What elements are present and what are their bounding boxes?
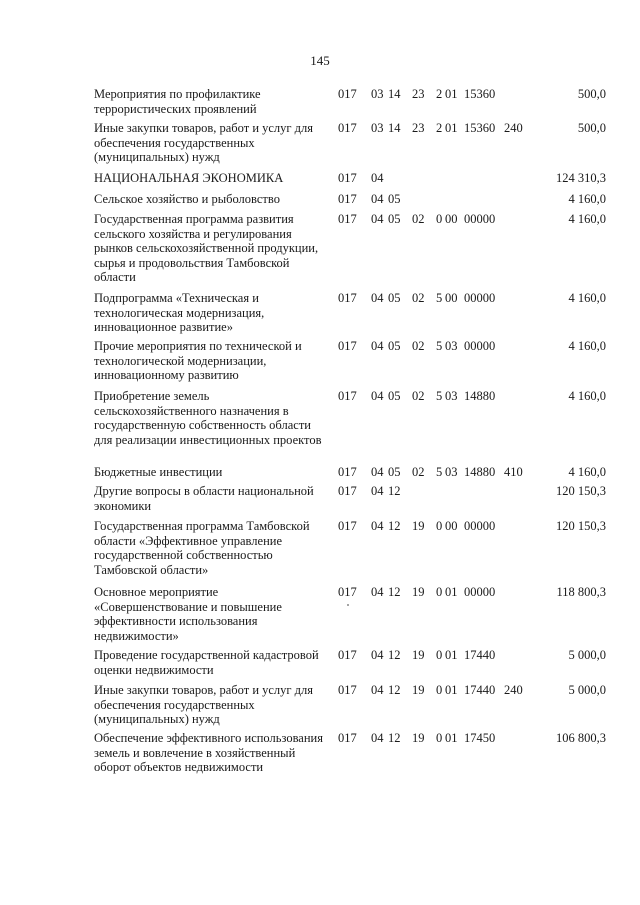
department-code: 017 [338,648,357,662]
target-item-program: 23 [412,87,425,101]
amount: 118 800,3 [556,585,606,599]
target-item-direction: 00000 [464,519,496,533]
amount: 500,0 [577,121,606,135]
target-item-direction: 17450 [464,731,496,745]
department-code: 017 [338,389,357,403]
page-number: 145 [310,53,330,68]
target-item-program: 19 [412,648,425,662]
target-item-event: 00 [445,519,458,533]
department-code: 017 [338,291,357,305]
amount: 4 160,0 [568,339,606,353]
target-item-subprogram: 0 [436,648,443,662]
target-item-subprogram: 0 [436,731,443,745]
target-item-direction: 17440 [464,683,496,697]
amount: 124 310,3 [556,171,606,185]
row-name: Прочие мероприятия по технической и технологической модернизации, инновационному развитию [94,339,302,383]
target-item-event: 03 [445,389,458,403]
department-code: 017 [338,519,357,533]
subsection-code: 12 [388,731,401,745]
row-name: Обеспечение эффективного использования земель и вовлечение в хозяйственный оборот объектов недвижимости [94,731,323,775]
row-name: НАЦИОНАЛЬНАЯ ЭКОНОМИКА [94,171,284,185]
row-name: Иные закупки товаров, работ и услуг для обеспечения государственных (муниципальных) нужд [94,683,314,727]
target-item-subprogram: 2 [436,87,443,101]
expense-type-code: 410 [504,465,523,479]
subsection-code: 12 [388,585,401,599]
subsection-code: 12 [388,683,401,697]
target-item-direction: 00000 [464,212,496,226]
target-item-direction: 00000 [464,291,496,305]
department-code: 017 [338,731,357,745]
target-item-event: 01 [445,585,458,599]
target-item-event: 01 [445,121,458,135]
target-item-subprogram: 5 [436,339,443,353]
subsection-code: 12 [388,484,401,498]
target-item-program: 19 [412,683,425,697]
section-code: 03 [371,121,384,135]
row-name: Государственная программа Тамбовской области «Эффективное управление государственной собственностью Тамбовской области» [94,519,310,577]
amount: 4 160,0 [568,389,606,403]
target-item-subprogram: 0 [436,683,443,697]
scan-speck [347,604,349,606]
department-code: 017 [338,465,357,479]
target-item-direction: 14880 [464,465,496,479]
row-name: Государственная программа развития сельского хозяйства и регулирования рынков сельскохозяйственной продукции, сырья и продовольствия Тамбовской области [94,212,319,285]
expense-type-code: 240 [504,683,523,697]
target-item-program: 19 [412,519,425,533]
row-name: Сельское хозяйство и рыболовство [94,192,280,206]
target-item-direction: 00000 [464,585,496,599]
row-name: Основное мероприятие «Совершенствование и повышение эффективности использования недвижимости» [94,585,282,643]
department-code: 017 [338,192,357,206]
target-item-event: 00 [445,291,458,305]
target-item-event: 00 [445,212,458,226]
row-name: Приобретение земель сельскохозяйственного назначения в государственную собственность области для реализации инвестиционных проектов [94,389,322,447]
row-name: Мероприятия по профилактике террористических проявлений [94,87,261,116]
section-code: 04 [371,731,384,745]
subsection-code: 12 [388,648,401,662]
target-item-event: 03 [445,465,458,479]
target-item-subprogram: 5 [436,389,443,403]
section-code: 04 [371,683,384,697]
amount: 5 000,0 [568,648,606,662]
subsection-code: 05 [388,212,401,226]
amount: 4 160,0 [568,465,606,479]
section-code: 04 [371,339,384,353]
target-item-direction: 15360 [464,87,496,101]
amount: 5 000,0 [568,683,606,697]
target-item-program: 02 [412,339,425,353]
section-code: 04 [371,212,384,226]
target-item-subprogram: 0 [436,585,443,599]
amount: 500,0 [577,87,606,101]
target-item-program: 23 [412,121,425,135]
target-item-direction: 14880 [464,389,496,403]
subsection-code: 14 [388,121,401,135]
section-code: 04 [371,171,384,185]
row-name: Другие вопросы в области национальной экономики [94,484,314,513]
expense-type-code: 240 [504,121,523,135]
row-name: Подпрограмма «Техническая и технологическая модернизация, инновационное развитие» [94,291,265,335]
amount: 4 160,0 [568,291,606,305]
target-item-direction: 00000 [464,339,496,353]
section-code: 03 [371,87,384,101]
target-item-subprogram: 5 [436,465,443,479]
section-code: 04 [371,585,384,599]
row-name: Проведение государственной кадастровой оценки недвижимости [94,648,319,677]
amount: 106 800,3 [556,731,606,745]
target-item-event: 01 [445,683,458,697]
section-code: 04 [371,389,384,403]
department-code: 017 [338,683,357,697]
department-code: 017 [338,484,357,498]
section-code: 04 [371,484,384,498]
target-item-program: 19 [412,585,425,599]
section-code: 04 [371,648,384,662]
target-item-subprogram: 0 [436,212,443,226]
section-code: 04 [371,291,384,305]
target-item-program: 02 [412,291,425,305]
amount: 120 150,3 [556,519,606,533]
department-code: 017 [338,339,357,353]
target-item-event: 03 [445,339,458,353]
row-name: Бюджетные инвестиции [94,465,223,479]
target-item-event: 01 [445,87,458,101]
subsection-code: 05 [388,389,401,403]
subsection-code: 05 [388,192,401,206]
target-item-program: 19 [412,731,425,745]
amount: 4 160,0 [568,212,606,226]
target-item-program: 02 [412,212,425,226]
target-item-program: 02 [412,465,425,479]
department-code: 017 [338,585,357,599]
subsection-code: 05 [388,291,401,305]
department-code: 017 [338,212,357,226]
target-item-subprogram: 2 [436,121,443,135]
subsection-code: 12 [388,519,401,533]
subsection-code: 14 [388,87,401,101]
amount: 120 150,3 [556,484,606,498]
section-code: 04 [371,192,384,206]
department-code: 017 [338,87,357,101]
amount: 4 160,0 [568,192,606,206]
section-code: 04 [371,465,384,479]
department-code: 017 [338,121,357,135]
section-code: 04 [371,519,384,533]
department-code: 017 [338,171,357,185]
target-item-program: 02 [412,389,425,403]
row-name: Иные закупки товаров, работ и услуг для обеспечения государственных (муниципальных) нужд [94,121,314,165]
target-item-event: 01 [445,731,458,745]
target-item-subprogram: 0 [436,519,443,533]
target-item-event: 01 [445,648,458,662]
target-item-direction: 17440 [464,648,496,662]
subsection-code: 05 [388,465,401,479]
target-item-subprogram: 5 [436,291,443,305]
subsection-code: 05 [388,339,401,353]
target-item-direction: 15360 [464,121,496,135]
